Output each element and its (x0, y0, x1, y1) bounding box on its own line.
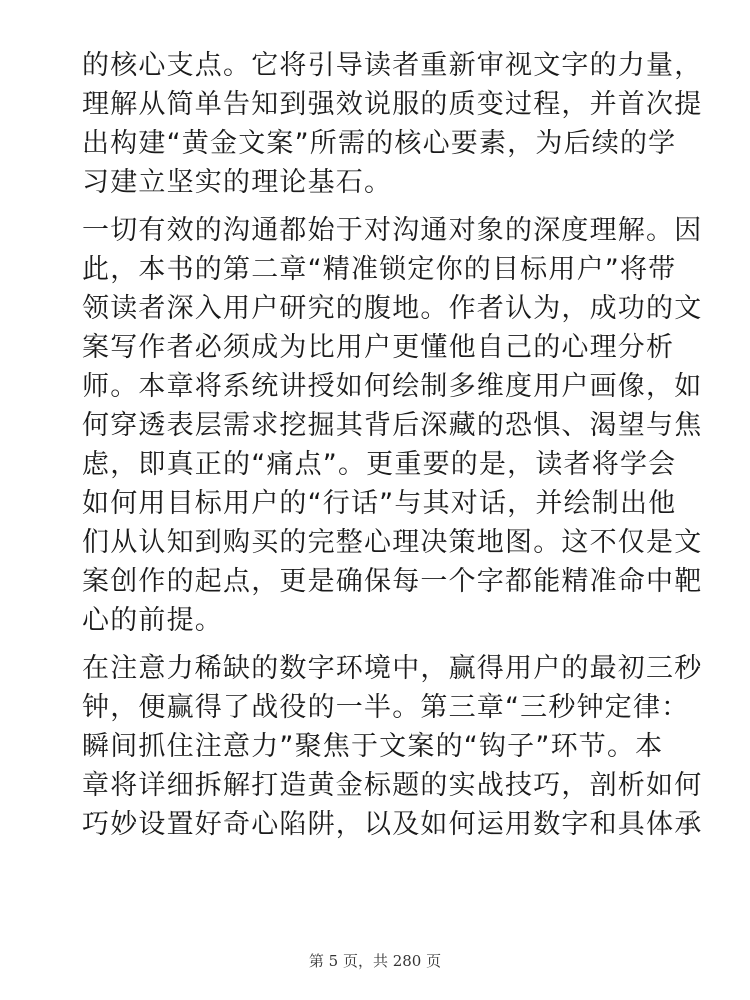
paragraph-3 (82, 649, 703, 844)
text-line: 章将详细拆解打造黄金标题的实战技巧，剖析如何 (82, 770, 703, 801)
text-line: 习建立坚实的理论基石。 (82, 167, 393, 198)
text-line: 心的前提。 (82, 605, 223, 636)
paragraph-2 (82, 211, 703, 640)
text-line: 理解从简单告知到强效说服的质变过程，并首次提 (82, 89, 703, 120)
paragraph-1 (82, 46, 703, 202)
text-line: 如何用目标用户的“行话”与其对话，并绘制出他 (82, 488, 677, 519)
text-line: 师。本章将系统讲授如何绘制多维度用户画像，如 (82, 371, 703, 402)
text-line: 何穿透表层需求挖掘其背后深藏的恐惧、渴望与焦 (82, 410, 703, 441)
text-line: 虑，即真正的“痛点”。更重要的是，读者将学会 (82, 449, 677, 480)
text-line: 巧妙设置好奇心陷阱，以及如何运用数字和具体承 (82, 809, 703, 840)
text-line: 案写作者必须成为比用户更懂他自己的心理分析 (82, 332, 675, 363)
text-line: 瞬间抓住注意力”聚焦于文案的“钩子”环节。本 (82, 731, 664, 762)
text-line: 们从认知到购买的完整心理决策地图。这不仅是文 (82, 527, 703, 558)
text-line: 此，本书的第二章“精准锁定你的目标用户”将带 (82, 254, 677, 285)
body-text (82, 46, 703, 853)
text-line: 案创作的起点，更是确保每一个字都能精准命中靶 (82, 566, 703, 597)
text-line: 在注意力稀缺的数字环境中，赢得用户的最初三秒 (82, 653, 703, 684)
text-line: 的核心支点。它将引导读者重新审视文字的力量， (82, 50, 703, 81)
page-number-footer: 第 5 页，共 280 页 (308, 952, 442, 970)
text-line: 领读者深入用户研究的腹地。作者认为，成功的文 (82, 293, 703, 324)
text-line: 一切有效的沟通都始于对沟通对象的深度理解。因 (82, 215, 703, 246)
text-line: 出构建“黄金文案”所需的核心要素，为后续的学 (82, 128, 677, 159)
text-line: 钟，便赢得了战役的一半。第三章“三秒钟定律： (82, 692, 690, 723)
